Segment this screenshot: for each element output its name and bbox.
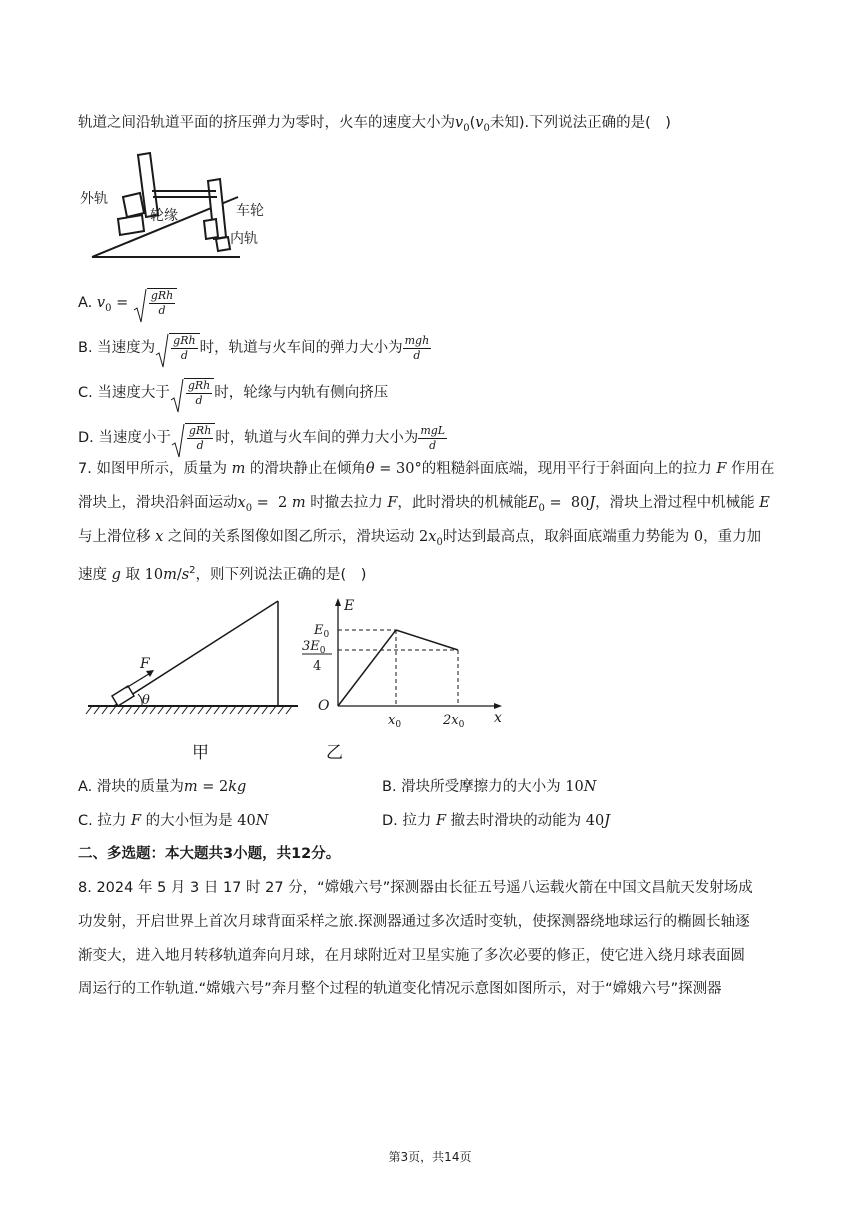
incline-figure	[84, 598, 304, 763]
q6-stem: 轨道之间沿轨道平面的挤压弹力为零时，火车的速度大小为$v_0(v_0$未知).下列说法正确的是( )	[78, 115, 671, 134]
q7-option-d: D. 拉力 F 撤去时滑块的动能为 40J	[382, 813, 611, 829]
q7-stem-line1: 7. 如图甲所示，质量为 m 的滑块静止在倾角θ = 30°的粗糙斜面底端，现用平行于斜面向上的拉力 F 作用在	[78, 461, 775, 477]
q8-line: 渐变大，进入地月转移轨道奔向月球，在月球附近对卫星实施了多次必要的修正，使它进入绕月球表面圆	[78, 948, 745, 964]
q8-line: 周运行的工作轨道.“嫦娥六号”奔月整个过程的轨道变化情况示意图如图所示，对于“嫦娥六号”探测器	[78, 981, 722, 997]
q7-stem-line3: 与上滑位移 x 之间的关系图像如图乙所示，滑块运动 $2x_0$时达到最高点，取斜面底端重力势能为 0，重力加	[78, 529, 762, 548]
q8-line: 8. 2024 年 5 月 3 日 17 时 27 分，“嫦娥六号”探测器由长征五号遥八运载火箭在中国文昌航天发射场成	[78, 880, 753, 896]
force-label: F	[140, 656, 150, 672]
q7-stem-line4: 速度 g 取 $10m/s^2$，则下列说法正确的是( )	[78, 565, 367, 583]
q7-stem-line2: 滑块上，滑块沿斜面运动$x_0 = 2$ m 时撤去拉力 F，此时滑块的机械能$E_0 = 80J$，滑块上滑过程中机械能 E	[78, 495, 770, 514]
q8-line: 功发射，开启世界上首次月球背面采样之旅.探测器通过多次适时变轨，使探测器绕地球运行的椭圆长轴逐	[78, 914, 750, 930]
q6-option-a: A. $v_0$ = $\frac{\text{gRh}}{d}$	[78, 288, 177, 320]
outer-rail-label: 外轨	[80, 191, 108, 207]
q6-option-c: C. 当速度大于 $\frac{\text{gRh}}{d}$ 时，轮缘与内轨有侧向挤压	[78, 378, 388, 408]
angle-label: θ	[142, 693, 150, 708]
figure-jia-caption: 甲	[192, 743, 209, 763]
y-axis-label: E	[344, 598, 355, 614]
tick-x0-label: $x_0$	[388, 713, 402, 730]
x-axis-label: x	[494, 710, 502, 726]
tick-3e0-denominator: 4	[313, 659, 322, 674]
figure-yi-caption: 乙	[326, 743, 343, 763]
rail-wheel-figure	[78, 145, 273, 265]
section-heading: 二、多选题：本大题共3小题，共12分。	[78, 846, 341, 862]
energy-displacement-graph	[298, 594, 510, 764]
q6-option-b: B. 当速度为 $\frac{\text{gRh}}{d}$ 时，轨道与火车间的弹力大小为 $\frac{\text{mgh}}{d}$	[78, 333, 431, 363]
wheel-label: 车轮	[236, 203, 264, 219]
q6-option-d: D. 当速度小于 $\frac{\text{gRh}}{d}$ 时，轨道与火车间的弹力大小为 $\frac{\text{mgL}}{d}$	[78, 423, 447, 453]
q7-option-c: C. 拉力 F 的大小恒为是 40N	[78, 813, 269, 829]
tick-2x0-label: $2x_0$	[443, 713, 465, 730]
inner-rail-label: 内轨	[230, 231, 258, 247]
q7-option-a: A. 滑块的质量为m = 2kg	[78, 779, 247, 795]
tick-3e0-numerator: $3E_0$	[302, 639, 326, 656]
flange-label: 轮缘	[150, 208, 178, 224]
page-footer: 第3页，共14页	[388, 1150, 472, 1164]
tick-e0-label: $E_0$	[314, 623, 330, 640]
q7-option-b: B. 滑块所受摩擦力的大小为 10N	[382, 779, 597, 795]
origin-label: O	[318, 698, 330, 714]
